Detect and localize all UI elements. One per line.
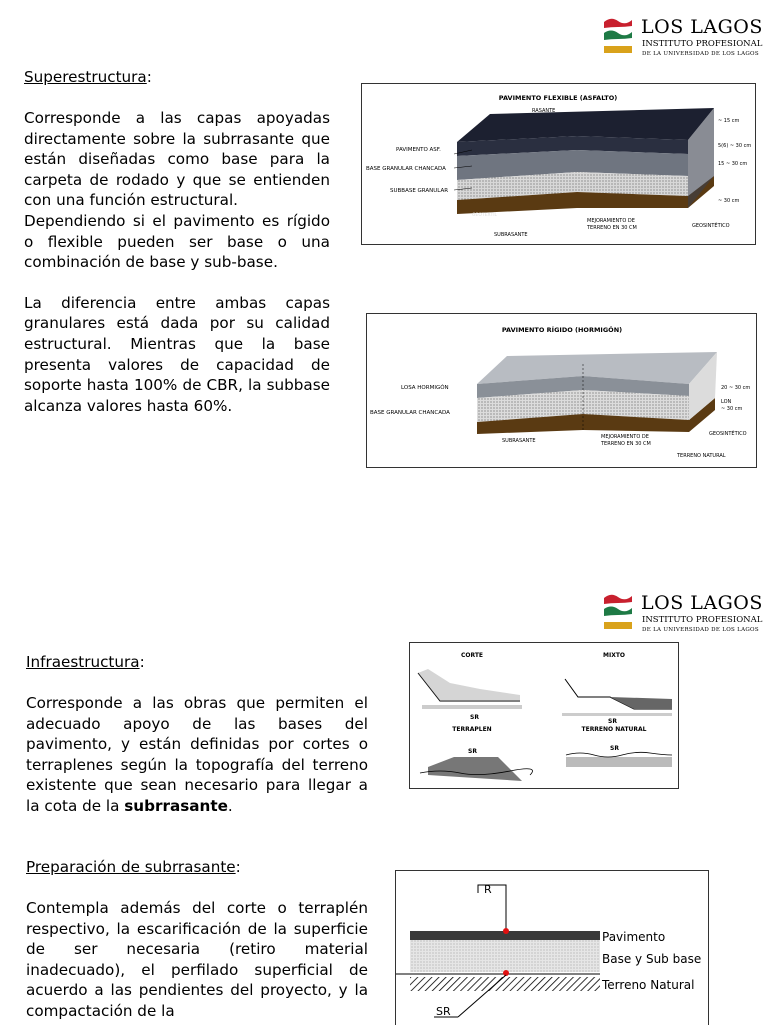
label-corte: CORTE	[460, 652, 484, 659]
logo-name: LOS LAGOS	[641, 16, 763, 38]
figure-pavimento-flexible	[361, 83, 756, 245]
label-losa: LOSA HORMIGÓN	[401, 385, 449, 391]
label-sr: SR	[436, 1005, 451, 1018]
figure-subrasante	[395, 870, 709, 1025]
logo-flag-icon	[603, 592, 633, 632]
label-terreno: TERRENO NATURAL	[677, 453, 726, 459]
figure-infraestructura	[409, 642, 679, 789]
logo	[603, 16, 763, 68]
logo-name: LOS LAGOS	[641, 592, 763, 614]
label-dim: LON	[721, 399, 732, 405]
label-sr: SR	[470, 714, 479, 721]
section-text-infraestructura	[26, 693, 368, 817]
label-r: R	[484, 883, 492, 896]
paragraph: Dependiendo si el pavimento es rígido o flexible pueden ser base o una combinación de base y sub-base.	[24, 211, 330, 272]
logo-subtitle-small: DE LA UNIVERSIDAD DE LOS LAGOS	[642, 627, 759, 633]
marker-r-icon	[503, 928, 509, 934]
section-heading-infraestructura: Infraestructura:	[26, 653, 145, 671]
label-dim: ~ 15 cm	[718, 118, 740, 124]
label-geotextil: GEOTEXTIL	[472, 213, 498, 218]
logo-subtitle: INSTITUTO PROFESIONAL	[642, 39, 763, 49]
section-heading-preparacion: Preparación de subrrasante:	[26, 858, 241, 876]
label-dim: 5(6) ~ 30 cm	[718, 143, 752, 149]
label-subrasante: SUBRASANTE	[502, 438, 536, 444]
paragraph: Contempla además del corte o terraplén respectivo, la escarificación de la superficie de ser necesaria (retiro material inadecuado), el perfilado superficial de acuerdo a las pendientes del proyecto, y la compactación de la	[26, 899, 368, 1020]
label-base-sub-base: Base y Sub base	[602, 952, 702, 966]
label-sr: SR	[608, 718, 617, 725]
logo-subtitle-small: DE LA UNIVERSIDAD DE LOS LAGOS	[642, 51, 759, 57]
logo	[603, 592, 763, 644]
label-subrasante: SUBRASANTE	[494, 232, 528, 238]
logo-subtitle: INSTITUTO PROFESIONAL	[642, 615, 763, 625]
label-mejoramiento-2: TERRENO EN 30 CM	[587, 225, 637, 231]
label-dim: ~ 30 cm	[721, 406, 743, 412]
label-base: BASE GRANULAR CHANCADA	[366, 166, 446, 172]
label-mejoramiento-2: TERRENO EN 30 CM	[601, 441, 651, 447]
base-layer	[410, 940, 600, 972]
label-pavimento-asf: PAVIMENTO ASF.	[396, 147, 441, 153]
label-terreno-natural: Terreno Natural	[602, 978, 695, 992]
label-terreno-natural: TERRENO NATURAL	[581, 726, 647, 733]
label-dim: 15 ~ 30 cm	[718, 161, 748, 167]
label-sr: SR	[610, 745, 619, 752]
label-dim: ~ 30 cm	[718, 198, 740, 204]
paragraph: La diferencia entre ambas capas granulares está dada por su calidad estructural. Mientras que la base presenta valores de capacidad de soporte hasta 100% de CBR, la subbase alcanza valores hasta 60%.	[24, 293, 330, 415]
label-subbase: SUBBASE GRANULAR	[390, 188, 449, 194]
paragraph: Corresponde a las capas apoyadas directamente sobre la subrrasante que están diseñadas como base para la carpeta de rodado y que se entienden con una función estructural.	[24, 109, 330, 210]
figure-title: PAVIMENTO RÍGIDO (HORMIGÓN)	[501, 326, 623, 334]
figure-title: PAVIMENTO FLEXIBLE (ASFALTO)	[498, 94, 618, 102]
label-sr: SR	[468, 748, 477, 755]
figure-pavimento-rigido	[366, 313, 757, 468]
label-base: BASE GRANULAR CHANCADA	[370, 410, 450, 416]
corte-surface	[422, 705, 522, 709]
label-mejoramiento: MEJORAMIENTO DE	[601, 434, 649, 440]
section-text-superestructura	[24, 108, 330, 416]
label-dim: 20 ~ 30 cm	[721, 385, 751, 391]
label-geosintetico: GEOSINTÉTICO	[692, 223, 730, 229]
label-pavimento: Pavimento	[602, 930, 666, 944]
label-mejoramiento: MEJORAMIENTO DE	[587, 218, 635, 224]
terreno-layer	[410, 977, 600, 991]
logo-flag-icon	[603, 16, 633, 56]
terraplen-fill	[428, 757, 522, 781]
section-heading-superestructura: Superestructura:	[24, 68, 152, 86]
paragraph: Corresponde a las obras que permiten el adecuado apoyo de las bases del pavimento, y están definidas por cortes o terraplenes según la topografía del terreno existente que sean necesario para llegar a la cota de la subrrasante.	[26, 694, 368, 815]
section-text-preparacion	[26, 898, 368, 1022]
label-geosintetico: GEOSINTÉTICO	[709, 431, 747, 437]
label-terraplen: TERRAPLEN	[452, 726, 492, 733]
label-mixto: MIXTO	[602, 652, 626, 659]
label-rasante: RASANTE	[532, 108, 556, 114]
